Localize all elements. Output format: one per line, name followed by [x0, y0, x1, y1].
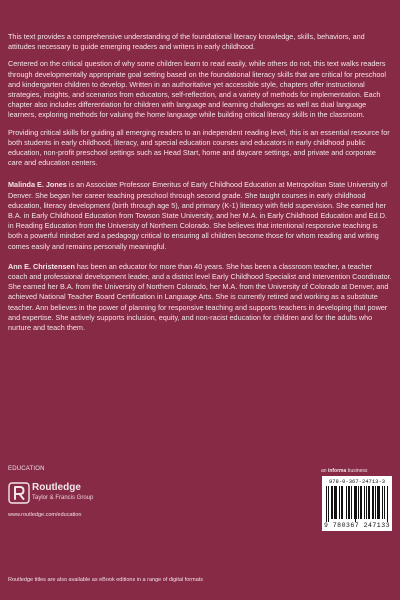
publisher-logo: [8, 480, 148, 506]
description-paragraph: Providing critical skills for guiding all emerging readers to an independent reading level, this is an essential resource for both students in early childhood, literacy, and special education courses and educators in early childhood public education, non-profit preschool settings such as Head Start, home and daycare settings, and private and corporate care and education centers.: [8, 127, 390, 168]
author-name: Malinda E. Jones: [8, 180, 67, 190]
barcode-number: 9 780367 247133: [323, 522, 390, 529]
book-description: [8, 32, 392, 168]
informa-prefix: an: [321, 468, 328, 474]
subject-category: EDUCATION: [8, 466, 45, 472]
informa-business-label: [321, 468, 367, 474]
isbn-label: 978-0-367-24713-3: [328, 478, 386, 485]
author-name: Ann E. Christensen: [8, 261, 75, 271]
cover-footer: [0, 466, 400, 600]
publisher-website[interactable]: www.routledge.com/education: [8, 512, 82, 518]
author-bios: [8, 180, 392, 333]
publisher-name: Routledge: [32, 482, 81, 493]
description-paragraph: Centered on the critical question of why some children learn to read easily, while others do not, this text walks readers through developmentally appropriate goal setting based on the foundational literacy skills that are critical for preschool and kindergarten children to develop. Written in an authoritative yet accessible style, chapters offer instructional strategies, insights, and scenarios from educators, self-reflection, and a variety of methods for implementation. Each chapter also includes differentiation for children with language and learning challenges as well as dual language learners, exploring methods for valuing the home language while building critical literacy skills in the classroom.: [8, 59, 387, 120]
informa-name: informa: [327, 468, 347, 474]
isbn-barcode: [322, 476, 392, 531]
author-bio: [8, 262, 392, 333]
barcode-icon: [326, 486, 388, 522]
publisher-subtitle: Taylor & Francis Group: [32, 495, 94, 501]
back-cover-text: [8, 32, 392, 340]
ebook-availability-note: Routledge titles are also available as eBook editions in a range of digital formats: [8, 577, 204, 583]
description-paragraph: This text provides a comprehensive understanding of the foundational literacy knowledge, skills, behaviors, and attitudes necessary to guide emerging readers and writers in early childhood.: [8, 32, 365, 52]
author-bio: [8, 180, 392, 251]
author-bio-text: has been an educator for more than 40 years. She has been a classroom teacher, a teacher coach and professional development leader, and a district level Early Childhood Specialist and Intervention Coordinator. She earned her B.A. from the University of Northern Colorado, her M.A. from the University of Colorado at Denver, and achieved National Teacher Board Certification in Language Arts. She is currently retired and working as a substitute teacher. Ann believes in the power of planning for responsive teaching and supports teachers in developing that power and expertise. She actively supports inclusion, equity, and non-racist education for children and for the adults who nurture and teach them.: [8, 261, 392, 333]
routledge-r-logo-icon: [8, 482, 30, 504]
informa-suffix: business: [346, 468, 368, 474]
author-bio-text: is an Associate Professor Emeritus of Early Childhood Education at Metropolitan State University of Denver. She began her career teaching preschool through second grade. She taught courses in early childhood education, literacy development (birth through age 5), and primary (K-1) literacy with field supervision. She earned her B.A. in Early Childhood Education from Towson State University, and her M.A. in Early Childhood Education and Ed.D. in Reading Education from the University of Northern Colorado. She believes that intentional responsive teaching is both a powerful mindset and a pedagogy critical to ensuring all children become those for whom reading and writing comes easily and remains personally meaningful.: [8, 180, 388, 251]
